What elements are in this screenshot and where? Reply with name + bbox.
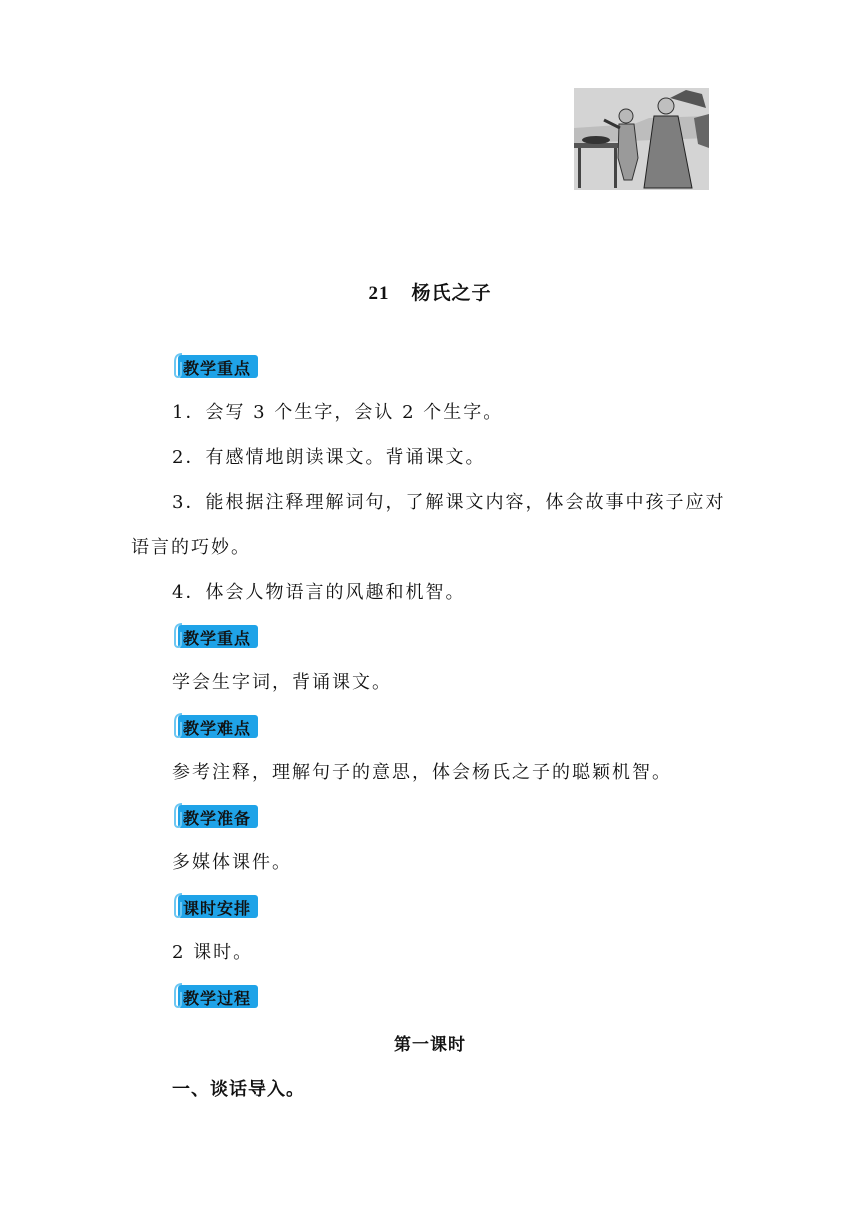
objective-item-1: 1．会写 3 个生字，会认 2 个生字。 [172,402,504,423]
key-points-tag: 教学重点 [172,623,258,648]
process-tag: 教学过程 [172,983,258,1008]
step-heading: 一、谈话导入。 [172,1079,305,1100]
objective-item-2: 2．有感情地朗读课文。背诵课文。 [172,447,486,468]
lesson-number: 21 [368,283,390,304]
objective-item-3: 3．能根据注释理解词句，了解课文内容，体会故事中孩子应对 [172,492,726,513]
schedule-tag: 课时安排 [172,893,258,918]
objective-item-4: 4．体会人物语言的风趣和机智。 [172,582,466,603]
schedule-text: 2 课时。 [172,942,254,963]
lesson-illustration [574,88,709,190]
difficulties-tag: 教学难点 [172,713,258,738]
objectives-tag: 教学重点 [172,353,258,378]
scene-illustration-icon [574,88,709,190]
objective-item-3-cont: 语言的巧妙。 [131,537,251,558]
difficulties-text: 参考注释，理解句子的意思，体会杨氏之子的聪颖机智。 [172,762,672,783]
preparation-tag: 教学准备 [172,803,258,828]
period-heading: 第一课时 [394,1035,466,1055]
key-points-text: 学会生字词，背诵课文。 [172,672,392,693]
preparation-text: 多媒体课件。 [172,852,292,873]
lesson-title [0,278,860,305]
lesson-name: 杨氏之子 [411,282,492,304]
